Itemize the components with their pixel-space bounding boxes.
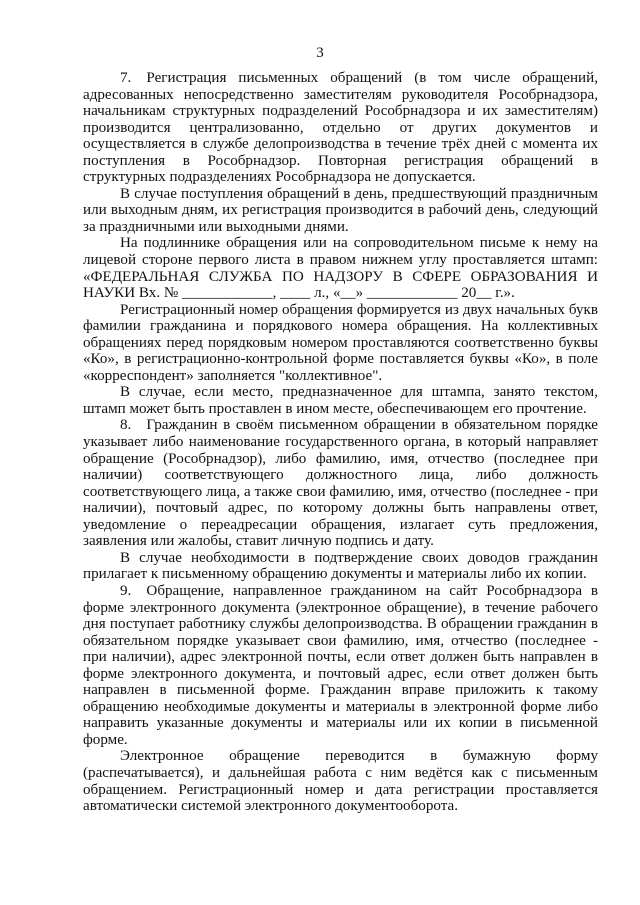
paragraph-item-8: 8. Гражданин в своём письменном обращении в обязательном порядке указывает либо наименование государственного органа, в который направляет обращение (Рособрнадзор), либо фамилию, имя, отчество (последнее при наличии) соответствующего должностного лица, либо должность соответствующего лица, а также свои фамилию, имя, отчество (последнее - при наличии), почтовый адрес, по которому должны быть направлены ответ, уведомление о переадресации обращения, излагает суть предложения, заявления или жалобы, ставит личную подпись и дату. xyxy=(83,417,598,550)
page-number: 3 xyxy=(316,45,324,61)
paragraph-electronic-conversion: Электронное обращение переводится в бумажную форму (распечатывается), и дальнейшая работа с ним ведётся как с письменным обращением. Регистрационный номер и дата регистрации проставляется автоматически системой электронного документооборота. xyxy=(83,748,598,815)
paragraph-stamp-placement: В случае, если место, предназначенное для штампа, занято текстом, штамп может быть проставлен в ином месте, обеспечивающем его прочтение. xyxy=(83,384,598,417)
document-body xyxy=(83,70,598,815)
paragraph-registration-number: Регистрационный номер обращения формируется из двух начальных букв фамилии гражданина и порядкового номера обращения. На коллективных обращениях перед порядковым номером проставляются соответственно буквы «Ко», в регистрационно-контрольной форме поставляется буквы «Ко», в поле «корреспондент» заполняется "коллективное". xyxy=(83,301,598,384)
paragraph-attachments: В случае необходимости в подтверждение своих доводов гражданин прилагает к письменному обращению документы и материалы либо их копии. xyxy=(83,549,598,583)
paragraph-holiday-registration: В случае поступления обращений в день, предшествующий праздничным или выходным дням, их регистрация производится в рабочий день, следующий за праздничными или выходными днями. xyxy=(83,185,598,235)
paragraph-item-7: 7. Регистрация письменных обращений (в том числе обращений, адресованных непосредственно заместителям руководителя Рособрнадзора, начальникам структурных подразделений Рособрнадзора и их заместителям) производится централизованно, отдельно от других документов и осуществляется в службе делопроизводства в течение трёх дней с момента их поступления в Рособрнадзор. Повторная регистрация обращений в структурных подразделениях Рособрнадзора не допускается. xyxy=(83,70,598,186)
paragraph-item-9: 9. Обращение, направленное гражданином на сайт Рособрнадзора в форме электронного документа (электронное обращение), в течение рабочего дня поступает работнику службы делопроизводства. В обращении гражданин в обязательном порядке указывает свои фамилию, имя, отчество (последнее - при наличии), адрес электронной почты, если ответ должен быть направлен в форме электронного документа, и почтовый адрес, если ответ должен быть направлен в письменной форме. Гражданин вправе приложить к такому обращению необходимые документы и материалы в электронной форме либо направить указанные документы и материалы или их копии в письменной форме. xyxy=(83,582,598,748)
paragraph-stamp: На подлиннике обращения или на сопроводительном письме к нему на лицевой стороне первого листа в правом нижнем углу проставляется штамп: «ФЕДЕРАЛЬНАЯ СЛУЖБА ПО НАДЗОРУ В СФЕРЕ ОБРАЗОВАНИЯ И НАУКИ Вх. № ____________, ____ л., «__» ____________ 20__ г.». xyxy=(83,235,598,302)
